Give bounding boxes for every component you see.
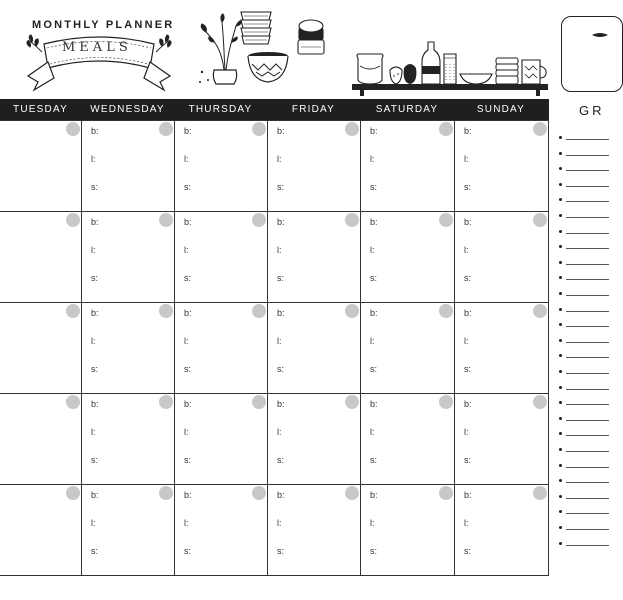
day-cell[interactable] — [81, 302, 174, 393]
date-marker — [252, 122, 266, 136]
lunch-label: l: — [464, 245, 469, 255]
grocery-line[interactable] — [559, 242, 609, 252]
write-line — [566, 357, 609, 358]
grocery-line[interactable] — [559, 320, 609, 330]
grocery-line[interactable] — [559, 180, 609, 190]
day-cell[interactable] — [360, 484, 454, 575]
bullet-icon — [559, 183, 562, 186]
supper-label: s: — [91, 455, 99, 465]
lunch-label: l: — [370, 245, 375, 255]
bullet-icon — [559, 401, 562, 404]
bullet-icon — [559, 339, 562, 342]
bullet-icon — [559, 292, 562, 295]
date-marker — [66, 486, 80, 500]
write-line — [566, 233, 609, 234]
lunch-label: l: — [184, 427, 189, 437]
lunch-label: l: — [370, 427, 375, 437]
day-cell[interactable] — [174, 120, 267, 211]
date-marker — [159, 395, 173, 409]
grocery-line[interactable] — [559, 211, 609, 221]
bullet-icon — [559, 198, 562, 201]
bullet-icon — [559, 245, 562, 248]
day-cell[interactable] — [267, 211, 360, 302]
day-cell[interactable] — [267, 302, 360, 393]
date-marker — [439, 122, 453, 136]
write-line — [566, 529, 609, 530]
date-marker — [439, 395, 453, 409]
breakfast-label: b: — [370, 217, 378, 227]
grocery-title: GR — [579, 103, 605, 118]
supper-label: s: — [277, 364, 285, 374]
write-line — [566, 482, 609, 483]
day-cell[interactable] — [81, 393, 174, 484]
bullet-icon — [559, 167, 562, 170]
supper-label: s: — [370, 273, 378, 283]
lunch-label: l: — [91, 427, 96, 437]
bullet-icon — [559, 261, 562, 264]
plant-vase-icon — [196, 12, 244, 88]
breakfast-label: b: — [91, 126, 99, 136]
bullet-icon — [559, 495, 562, 498]
write-line — [566, 545, 609, 546]
day-cell[interactable] — [454, 393, 548, 484]
grocery-line[interactable] — [559, 492, 609, 502]
breakfast-label: b: — [91, 308, 99, 318]
grocery-line[interactable] — [559, 336, 609, 346]
grocery-line[interactable] — [559, 289, 609, 299]
date-marker — [252, 486, 266, 500]
grocery-line[interactable] — [559, 461, 609, 471]
breakfast-label: b: — [184, 126, 192, 136]
supper-label: s: — [370, 546, 378, 556]
grocery-line[interactable] — [559, 523, 609, 533]
day-cell[interactable] — [267, 484, 360, 575]
grocery-line[interactable] — [559, 133, 609, 143]
grocery-line[interactable] — [559, 273, 609, 283]
grocery-line[interactable] — [559, 195, 609, 205]
planner-title: MONTHLY PLANNER — [32, 19, 175, 31]
grocery-line[interactable] — [559, 539, 609, 549]
notes-frame — [561, 16, 623, 92]
day-cell[interactable] — [267, 120, 360, 211]
supper-label: s: — [184, 273, 192, 283]
day-cell[interactable] — [174, 211, 267, 302]
lunch-label: l: — [91, 245, 96, 255]
write-line — [566, 201, 609, 202]
supper-label: s: — [91, 364, 99, 374]
day-cell[interactable] — [454, 484, 548, 575]
write-line — [566, 311, 609, 312]
supper-label: s: — [464, 546, 472, 556]
date-marker — [533, 122, 547, 136]
supper-label: s: — [277, 182, 285, 192]
lunch-label: l: — [277, 245, 282, 255]
bullet-icon — [559, 354, 562, 357]
supper-label: s: — [370, 182, 378, 192]
lunch-label: l: — [370, 336, 375, 346]
write-line — [566, 139, 609, 140]
breakfast-label: b: — [370, 399, 378, 409]
bullet-icon — [559, 152, 562, 155]
grocery-line[interactable] — [559, 414, 609, 424]
write-line — [566, 451, 609, 452]
grocery-line[interactable] — [559, 367, 609, 377]
supper-label: s: — [184, 364, 192, 374]
supper-label: s: — [184, 455, 192, 465]
breakfast-label: b: — [464, 399, 472, 409]
shelf-with-jars-icon — [350, 40, 550, 96]
day-cell[interactable] — [81, 120, 174, 211]
lunch-label: l: — [184, 336, 189, 346]
date-marker — [533, 395, 547, 409]
grocery-line[interactable] — [559, 476, 609, 486]
date-marker — [66, 395, 80, 409]
lunch-label: l: — [91, 154, 96, 164]
day-cell[interactable] — [174, 484, 267, 575]
grocery-line[interactable] — [559, 149, 609, 159]
write-line — [566, 170, 609, 171]
write-line — [566, 217, 609, 218]
supper-label: s: — [464, 364, 472, 374]
bullet-icon — [559, 136, 562, 139]
lunch-label: l: — [464, 154, 469, 164]
date-marker — [252, 395, 266, 409]
supper-label: s: — [91, 546, 99, 556]
grocery-line[interactable] — [559, 507, 609, 517]
day-cell[interactable] — [360, 393, 454, 484]
breakfast-label: b: — [184, 399, 192, 409]
day-cell[interactable] — [174, 302, 267, 393]
leaf-sprig-icon — [590, 25, 610, 45]
write-line — [566, 155, 609, 156]
date-marker — [66, 122, 80, 136]
write-line — [566, 467, 609, 468]
supper-label: s: — [91, 273, 99, 283]
day-cell[interactable] — [454, 302, 548, 393]
lunch-label: l: — [370, 154, 375, 164]
banner-label: MEALS — [62, 40, 132, 55]
breakfast-label: b: — [184, 308, 192, 318]
supper-label: s: — [370, 364, 378, 374]
bullet-icon — [559, 542, 562, 545]
lunch-label: l: — [184, 518, 189, 528]
lunch-label: l: — [277, 154, 282, 164]
write-line — [566, 435, 609, 436]
date-marker — [159, 486, 173, 500]
date-marker — [345, 213, 359, 227]
bullet-icon — [559, 276, 562, 279]
write-line — [566, 389, 609, 390]
write-line — [566, 404, 609, 405]
day-cell[interactable] — [454, 120, 548, 211]
supper-label: s: — [91, 182, 99, 192]
day-cell[interactable] — [360, 302, 454, 393]
bullet-icon — [559, 386, 562, 389]
date-marker — [66, 213, 80, 227]
grocery-line[interactable] — [559, 258, 609, 268]
breakfast-label: b: — [91, 399, 99, 409]
day-cell[interactable] — [81, 484, 174, 575]
day-header-tuesday: TUESDAY — [13, 104, 68, 115]
lunch-label: l: — [184, 154, 189, 164]
grocery-line[interactable] — [559, 398, 609, 408]
write-line — [566, 342, 609, 343]
supper-label: s: — [464, 273, 472, 283]
date-marker — [159, 122, 173, 136]
date-marker — [345, 304, 359, 318]
lunch-label: l: — [277, 518, 282, 528]
lunch-label: l: — [464, 427, 469, 437]
day-cell[interactable] — [0, 302, 81, 393]
breakfast-label: b: — [370, 490, 378, 500]
bullet-icon — [559, 230, 562, 233]
bullet-icon — [559, 417, 562, 420]
grocery-line[interactable] — [559, 227, 609, 237]
day-cell[interactable] — [267, 393, 360, 484]
bullet-icon — [559, 464, 562, 467]
date-marker — [159, 304, 173, 318]
day-cell[interactable] — [0, 393, 81, 484]
breakfast-label: b: — [464, 217, 472, 227]
date-marker — [345, 122, 359, 136]
day-header-sunday: SUNDAY — [476, 104, 526, 115]
breakfast-label: b: — [277, 308, 285, 318]
supper-label: s: — [464, 455, 472, 465]
write-line — [566, 498, 609, 499]
date-marker — [252, 213, 266, 227]
bullet-icon — [559, 370, 562, 373]
date-marker — [66, 304, 80, 318]
day-cell[interactable] — [360, 211, 454, 302]
day-header-friday: FRIDAY — [291, 104, 336, 115]
bullet-icon — [559, 510, 562, 513]
write-line — [566, 279, 609, 280]
supper-label: s: — [277, 455, 285, 465]
bullet-icon — [559, 448, 562, 451]
date-marker — [159, 213, 173, 227]
day-cell[interactable] — [174, 393, 267, 484]
grocery-line[interactable] — [559, 305, 609, 315]
supper-label: s: — [184, 546, 192, 556]
write-line — [566, 264, 609, 265]
breakfast-label: b: — [91, 217, 99, 227]
lunch-label: l: — [91, 336, 96, 346]
patterned-bowl-icon — [246, 50, 290, 86]
cup-stack-icon — [296, 18, 328, 56]
bullet-icon — [559, 479, 562, 482]
breakfast-label: b: — [277, 399, 285, 409]
supper-label: s: — [184, 182, 192, 192]
date-marker — [439, 486, 453, 500]
write-line — [566, 420, 609, 421]
bullet-icon — [559, 214, 562, 217]
date-marker — [439, 213, 453, 227]
date-marker — [533, 304, 547, 318]
supper-label: s: — [277, 273, 285, 283]
date-marker — [252, 304, 266, 318]
day-header-wednesday: WEDNESDAY — [90, 104, 165, 115]
day-cell[interactable] — [0, 120, 81, 211]
day-cell[interactable] — [360, 120, 454, 211]
lunch-label: l: — [464, 518, 469, 528]
write-line — [566, 326, 609, 327]
breakfast-label: b: — [464, 126, 472, 136]
stacked-bowls-icon — [238, 8, 274, 48]
breakfast-label: b: — [370, 126, 378, 136]
breakfast-label: b: — [277, 217, 285, 227]
lunch-label: l: — [370, 518, 375, 528]
breakfast-label: b: — [184, 490, 192, 500]
day-cell[interactable] — [0, 211, 81, 302]
day-header-bar — [0, 99, 549, 120]
grocery-line[interactable] — [559, 351, 609, 361]
day-cell[interactable] — [0, 484, 81, 575]
lunch-label: l: — [91, 518, 96, 528]
write-line — [566, 248, 609, 249]
date-marker — [345, 395, 359, 409]
write-line — [566, 295, 609, 296]
grocery-line[interactable] — [559, 164, 609, 174]
date-marker — [345, 486, 359, 500]
breakfast-label: b: — [464, 308, 472, 318]
lunch-label: l: — [277, 336, 282, 346]
bullet-icon — [559, 526, 562, 529]
write-line — [566, 513, 609, 514]
breakfast-label: b: — [277, 126, 285, 136]
lunch-label: l: — [464, 336, 469, 346]
day-header-thursday: THURSDAY — [188, 104, 253, 115]
write-line — [566, 373, 609, 374]
breakfast-label: b: — [91, 490, 99, 500]
bullet-icon — [559, 323, 562, 326]
grocery-line[interactable] — [559, 429, 609, 439]
write-line — [566, 186, 609, 187]
lunch-label: l: — [277, 427, 282, 437]
breakfast-label: b: — [464, 490, 472, 500]
day-cell[interactable] — [81, 211, 174, 302]
supper-label: s: — [370, 455, 378, 465]
grocery-line[interactable] — [559, 383, 609, 393]
grocery-line[interactable] — [559, 445, 609, 455]
day-header-saturday: SATURDAY — [375, 104, 439, 115]
supper-label: s: — [464, 182, 472, 192]
date-marker — [533, 213, 547, 227]
meal-calendar-grid — [0, 120, 549, 576]
lunch-label: l: — [184, 245, 189, 255]
bullet-icon — [559, 432, 562, 435]
day-cell[interactable] — [454, 211, 548, 302]
breakfast-label: b: — [184, 217, 192, 227]
supper-label: s: — [277, 546, 285, 556]
bullet-icon — [559, 308, 562, 311]
breakfast-label: b: — [277, 490, 285, 500]
breakfast-label: b: — [370, 308, 378, 318]
date-marker — [533, 486, 547, 500]
date-marker — [439, 304, 453, 318]
